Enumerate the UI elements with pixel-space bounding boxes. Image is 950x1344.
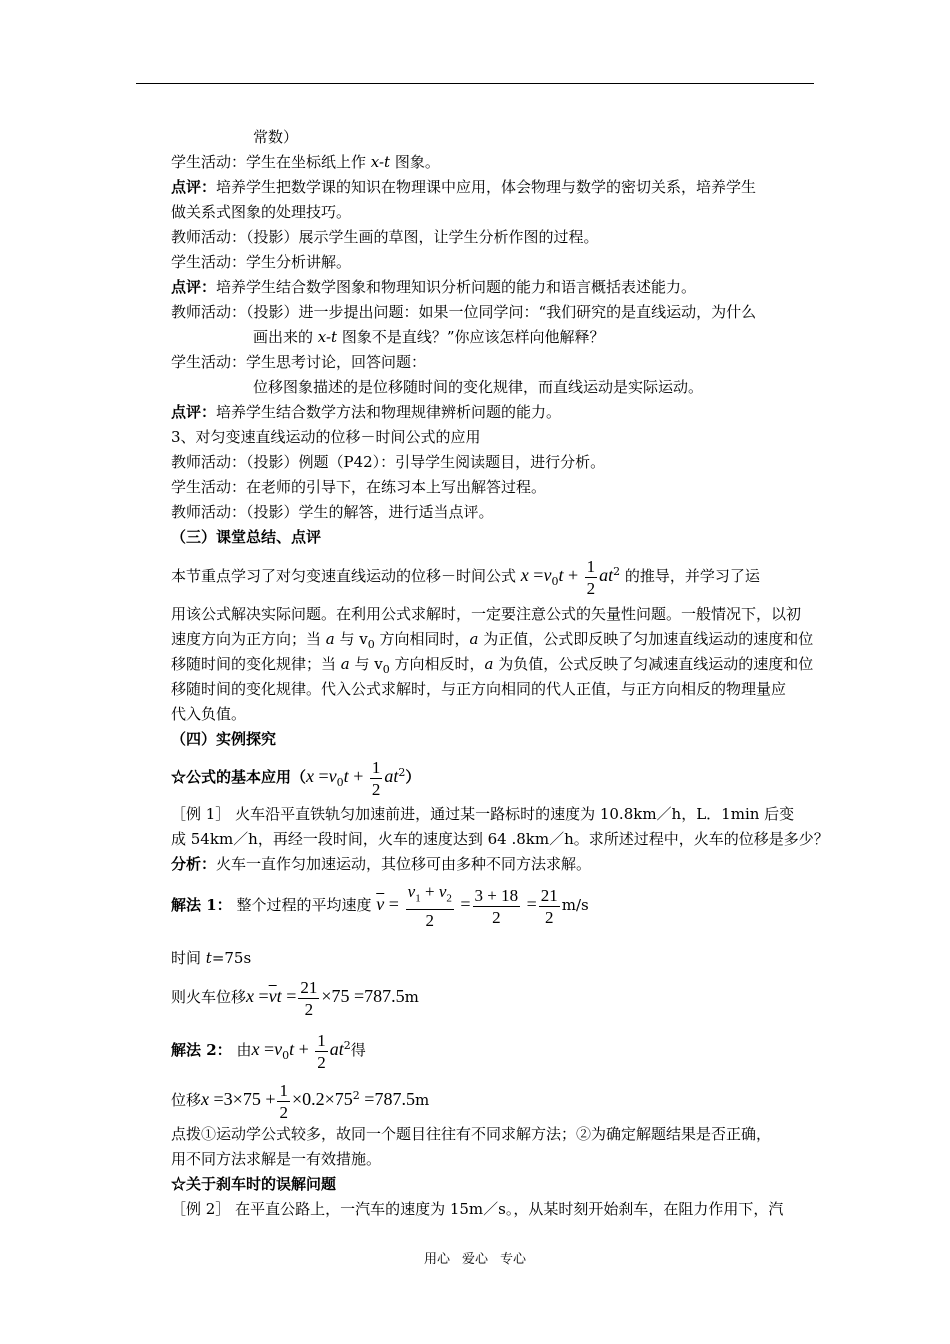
text-line: 点评：培养学生结合数学图象和物理知识分析问题的能力和语言概括表述能力。 xyxy=(171,278,697,296)
text-line: 用该公式解决实际问题。在利用公式求解时，一定要注意公式的矢量性问题。一般情况下，以初 xyxy=(171,605,802,623)
text-line: 教师活动：（投影）展示学生画的草图，让学生分析作图的过程。 xyxy=(171,228,599,246)
text-line: 速度方向为正方向；当 a 与 $v_0$ 方向相同时，a 为正值，公式即反映了匀加速直线运动的速度和位 xyxy=(171,630,814,651)
text-line: 移随时间的变化规律；当 a 与 $v_0$ 方向相反时，a 为负值，公式反映了匀减速直线运动的速度和位 xyxy=(171,655,814,676)
displacement-1: 则火车位移$x =\overline{v}t$ = $\frac{21}{2}$ ×75 =787.5m xyxy=(171,977,419,1019)
text-line: 常数） xyxy=(253,128,299,146)
formula: $x =v_0t$ + $\frac{1}{2}$ $at^2$ xyxy=(520,556,621,598)
text-line: 用不同方法求解是一有效措施。 xyxy=(171,1150,382,1168)
text-line: 成 54km／h，再经一段时间，火车的速度达到 64 .8km／h。求所述过程中，火车的位移是多少？ xyxy=(171,830,829,848)
page-footer: 用心 爱心 专心 xyxy=(423,1252,527,1267)
section-heading: （三）课堂总结、点评 xyxy=(171,528,322,546)
text-line: 时间 t=75s xyxy=(171,949,252,967)
solution-2: 解法 2： 由$x =v_0t$ + $\frac{1}{2}$ $at^2$得 xyxy=(171,1030,366,1072)
text-line: 学生活动：学生在坐标纸上作 x-t 图象。 xyxy=(171,153,440,171)
text-line: 做关系式图象的处理技巧。 xyxy=(171,203,352,221)
text-line: 点评：培养学生把数学课的知识在物理课中应用，体会物理与数学的密切关系，培养学生 xyxy=(171,178,757,196)
text-line: 学生活动：学生分析讲解。 xyxy=(171,253,352,271)
text-line: 代入负值。 xyxy=(171,705,247,723)
text-line: 3、对匀变速直线运动的位移－时间公式的应用 xyxy=(171,428,481,446)
text-line: 教师活动：（投影）例题（P42）：引导学生阅读题目，进行分析。 xyxy=(171,453,606,471)
text-line: 点拨①运动学公式较多，故同一个题目往往有不同求解方法；②为确定解题结果是否正确， xyxy=(171,1125,772,1143)
text-line: 教师活动：（投影）进一步提出问题：如果一位同学问：“我们研究的是直线运动，为什么 xyxy=(171,303,757,321)
text-line: 位移图象描述的是位移随时间的变化规律，而直线运动是实际运动。 xyxy=(253,378,704,396)
section-heading: （四）实例探究 xyxy=(171,730,277,748)
text-line: ［例 1］ 火车沿平直铁轨匀加速前进，通过某一路标时的速度为 10.8km／h，L．1min 后变 xyxy=(171,805,795,823)
text-line: 分析：火车一直作匀加速运动，其位移可由多种不同方法求解。 xyxy=(171,855,592,873)
subsection-heading: ☆公式的基本应用（$x =v_0t$ + $\frac{1}{2}$ $at^2$） xyxy=(171,757,421,799)
text-line: 移随时间的变化规律。代入公式求解时，与正方向相同的代人正值，与正方向相反的物理量应 xyxy=(171,680,787,698)
displacement-2: 位移x =3×75 + $\frac{1}{2}$ $\times 0.2\times 75^2 =787.5m$ xyxy=(171,1080,430,1122)
text-line: 点评：培养学生结合数学方法和物理规律辨析问题的能力。 xyxy=(171,403,562,421)
solution-1: 解法 1： 整个过程的平均速度 $\overline{v}$ = $\frac{v_1 + v_2}{2}$ = $\frac{3 + 18}{2}$ = $\frac{21}{2}$ m/s xyxy=(171,881,589,931)
header-rule xyxy=(136,83,814,84)
text-line: 学生活动：在老师的引导下，在练习本上写出解答过程。 xyxy=(171,478,547,496)
subsection-heading: ☆关于刹车时的误解问题 xyxy=(171,1175,337,1193)
text-line: 画出来的 x-t 图象不是直线？”你应该怎样向他解释？ xyxy=(253,328,605,346)
text-line: 教师活动：（投影）学生的解答，进行适当点评。 xyxy=(171,503,494,521)
text-line: ［例 2］ 在平直公路上，一汽车的速度为 15m／s。，从某时刻开始刹车，在阻力作用下，汽 xyxy=(171,1200,784,1218)
text-line: 本节重点学习了对匀变速直线运动的位移－时间公式 $x =v_0t$ + $\frac{1}{2}$ $at^2$ 的推导，并学习了运 xyxy=(171,556,760,598)
text-line: 学生活动：学生思考讨论，回答问题： xyxy=(171,353,427,371)
